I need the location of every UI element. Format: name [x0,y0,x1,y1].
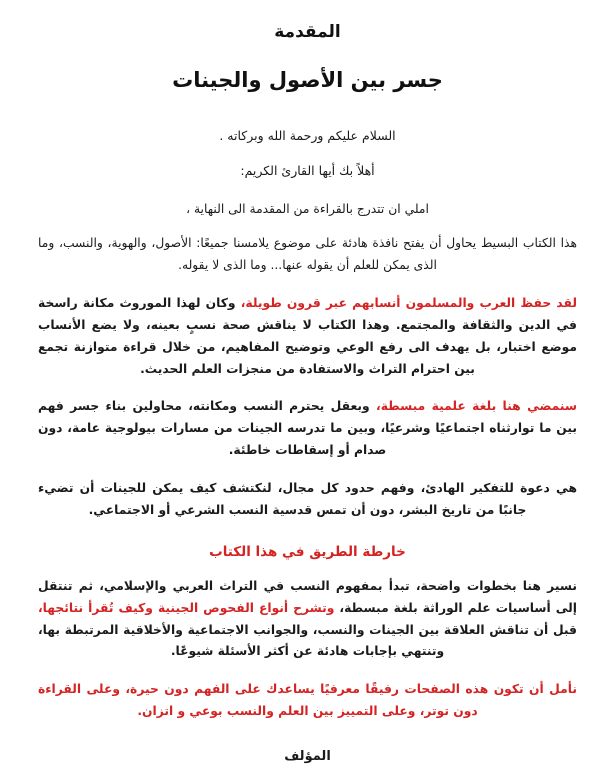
paragraph-simple-language [36,396,579,462]
paragraph-roadmap [36,576,579,664]
section-heading-roadmap: خارطة الطريق في هذا الكتاب [209,543,406,560]
greeting-block [36,126,579,181]
paragraph-heritage-black-segment: وكان لهذا الموروث مكانة راسخة في الدين والثقافة والمجتمع. وهذا الكتاب لا يناقش صحة نسبٍ بعينه، ولا يضع الأنساب موضع اختبار، بل يهدف الى رفع الوعي وتوضيح المفاهيم، من خلال قراءة متوازنة تجمع بين احترام التراث والاستفادة من منجزات العلم الحديث. [38,295,577,376]
paragraph-simple-language-black-segment: وبعقل يحترم النسب ومكانته، محاولين بناء جسر فهم بين ما توارثناه اجتماعيًا وشرعيًا، وبين ما تدرسه الجينات من مسارات بيولوجية عامة، دون صدام أو إسقاطات خاطئة. [38,399,577,458]
paragraph-heritage-red-segment: لقد حفظ العرب والمسلمون أنسابهم عبر قرون طويلة، [240,295,577,310]
page-title: المقدمة [274,22,341,42]
paragraph-closing: نأمل أن تكون هذه الصفحات رفيقًا معرفيًا يساعدك على الفهم دون حيرة، وعلى القراءة دون توتر، وعلى التمييز بين العلم والنسب بوعي و اتزان. [38,682,577,719]
paragraph-calm-thinking: هي دعوة للتفكير الهادئ، وفهم حدود كل مجال، لنكتشف كيف يمكن للجينات أن تضيء جانبًا من تاريخ البشر، دون أن تمس قدسية النسب الشرعي أو الاجتماعي. [38,481,577,517]
paragraph-roadmap-black-segment-1: نسير هنا بخطوات واضحة، تبدأ بمفهوم النسب في التراث العربي والإسلامي، ثم تنتقل إلى أساسيات علم الوراثة بلغة مبسطة، [38,578,577,615]
paragraph-roadmap-black-segment-2: قبل أن تناقش العلاقة بين الجينات والنسب، والجوانب الاجتماعية والأخلاقية المرتبطة بها، وتنتهي بإجابات هادئة عن أكثر الأسئلة شيوعًا. [38,622,577,659]
paragraph-heritage [36,293,579,381]
greeting-salam: السلام عليكم ورحمة الله وبركاته . [219,128,396,143]
paragraph-roadmap-red-segment: وتشرح أنواع الفحوص الجينية وكيف تُقرأ نتائجها، [38,600,335,615]
paragraph-simple-book: هذا الكتاب البسيط يحاول أن يفتح نافذة هادئة على موضوع يلامسنا جميعًا: الأصول، والهوية، والنسب، وما الذى يمكن للعلم أن يقوله عنها... وما الذى لا يقوله. [38,236,577,273]
author-signature: المؤلف [284,749,331,764]
greeting-address: أهلاً بك أيها القارئ الكريم: [240,163,375,178]
paragraph-simple-language-red-segment: سنمضي هنا بلغة علمية مبسطة، [376,399,577,414]
paragraph-hope: املي ان تتدرج بالقراءة من المقدمة الى النهاية ، [186,202,429,216]
document-subtitle: جسر بين الأصول والجينات [172,68,443,92]
